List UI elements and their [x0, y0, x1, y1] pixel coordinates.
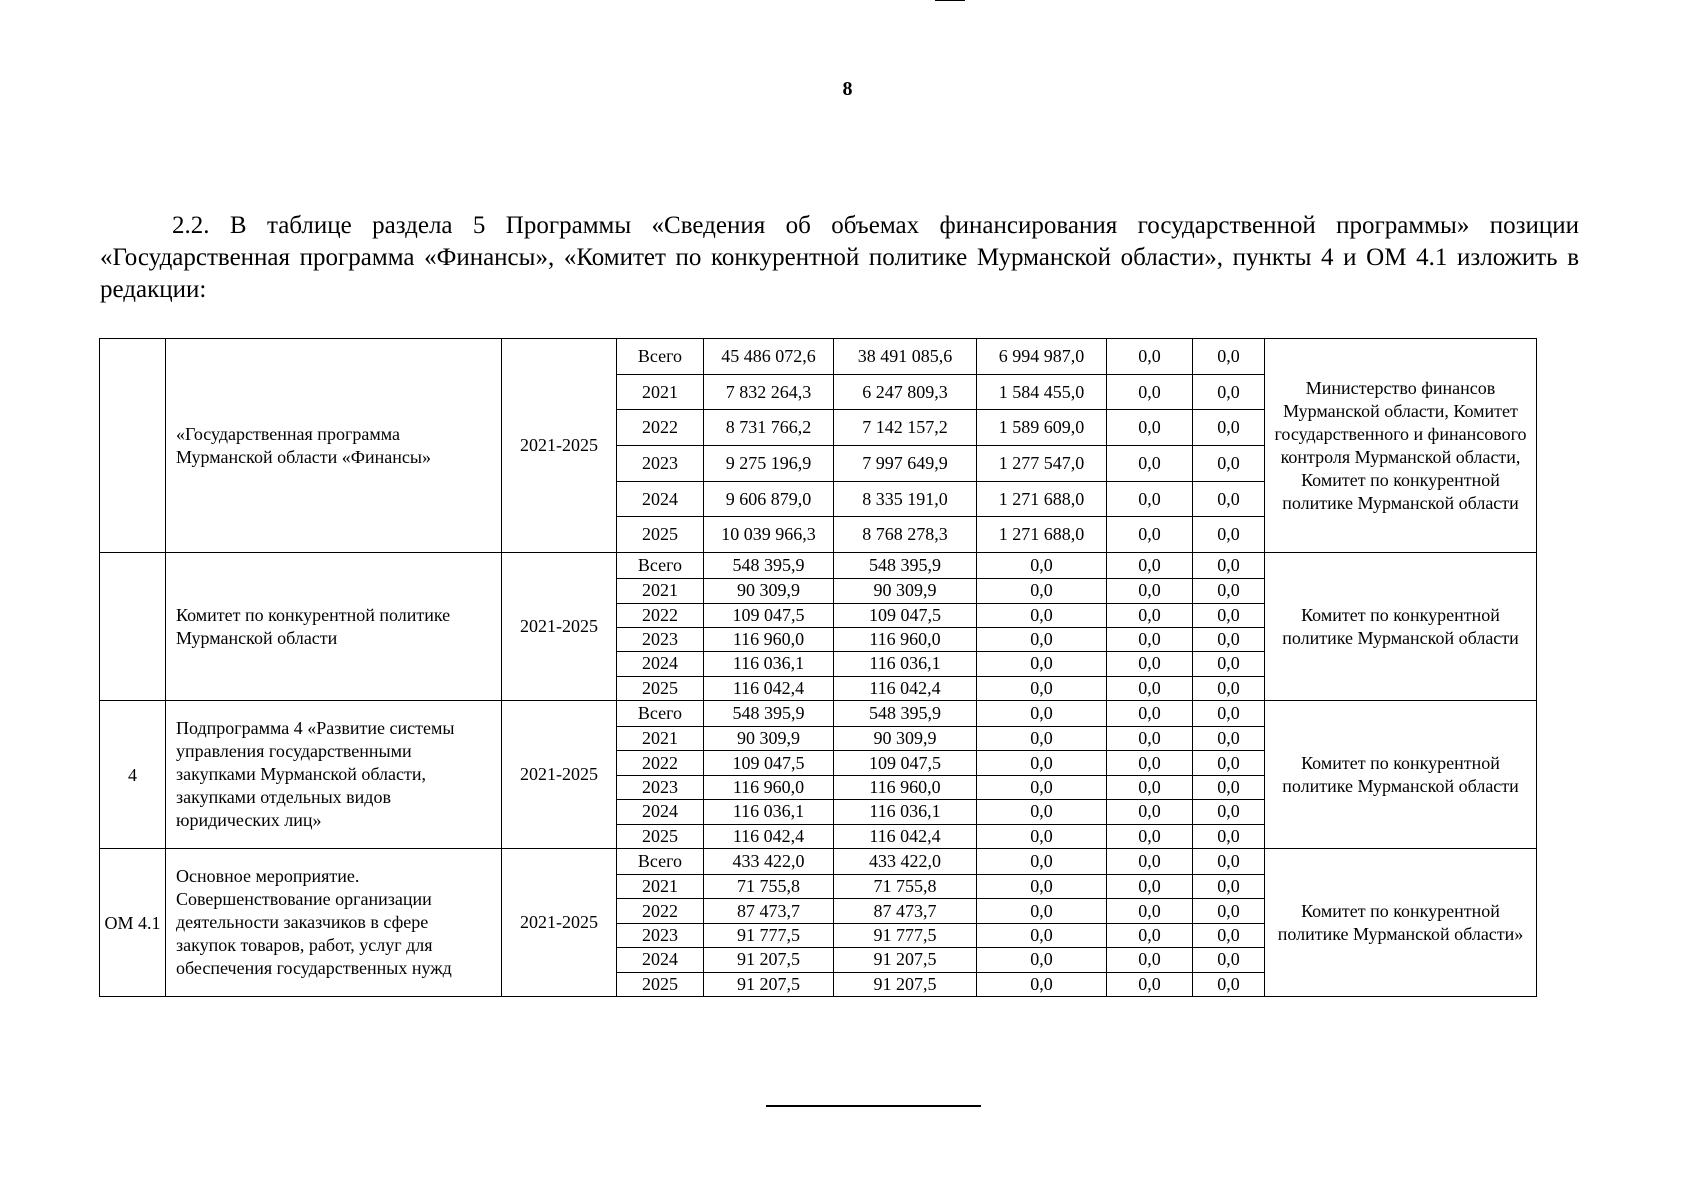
- value-cell: 433 422,0: [834, 849, 977, 875]
- value-cell: 109 047,5: [704, 603, 834, 627]
- value-cell: 116 960,0: [834, 775, 977, 799]
- value-cell: 0,0: [1107, 446, 1193, 482]
- row-period: 2021-2025: [502, 849, 617, 997]
- value-cell: 0,0: [977, 603, 1107, 627]
- year-cell: Всего: [617, 339, 704, 375]
- value-cell: 0,0: [1193, 410, 1265, 446]
- value-cell: 0,0: [1107, 481, 1193, 517]
- value-cell: 0,0: [1193, 517, 1265, 553]
- year-cell: 2022: [617, 751, 704, 775]
- value-cell: 0,0: [1107, 579, 1193, 603]
- value-cell: 548 395,9: [834, 701, 977, 727]
- table-row: [100, 701, 1537, 727]
- year-cell: 2024: [617, 481, 704, 517]
- value-cell: 0,0: [977, 775, 1107, 799]
- value-cell: 0,0: [1107, 627, 1193, 651]
- value-cell: 0,0: [1107, 339, 1193, 375]
- value-cell: 116 042,4: [834, 676, 977, 700]
- table-row: [100, 339, 1537, 375]
- value-cell: 0,0: [1193, 824, 1265, 848]
- value-cell: 548 395,9: [704, 553, 834, 579]
- table-body: [100, 339, 1537, 997]
- value-cell: 45 486 072,6: [704, 339, 834, 375]
- value-cell: 0,0: [1193, 553, 1265, 579]
- value-cell: 0,0: [977, 652, 1107, 676]
- value-cell: 0,0: [1193, 652, 1265, 676]
- value-cell: 90 309,9: [834, 727, 977, 751]
- year-cell: 2025: [617, 676, 704, 700]
- value-cell: 0,0: [1107, 517, 1193, 553]
- value-cell: 0,0: [1193, 849, 1265, 875]
- value-cell: 0,0: [1107, 727, 1193, 751]
- row-executor: Комитет по конкурентной политике Мурманской области: [1265, 553, 1537, 701]
- year-cell: 2023: [617, 923, 704, 947]
- value-cell: 116 042,4: [704, 824, 834, 848]
- value-cell: 91 207,5: [834, 948, 977, 972]
- row-index: [100, 553, 166, 701]
- value-cell: 91 207,5: [704, 948, 834, 972]
- year-cell: 2024: [617, 948, 704, 972]
- year-cell: 2022: [617, 410, 704, 446]
- value-cell: 0,0: [977, 800, 1107, 824]
- value-cell: 91 777,5: [704, 923, 834, 947]
- year-cell: 2024: [617, 800, 704, 824]
- value-cell: 0,0: [1193, 875, 1265, 899]
- value-cell: 87 473,7: [704, 899, 834, 923]
- value-cell: 0,0: [1193, 446, 1265, 482]
- value-cell: 548 395,9: [834, 553, 977, 579]
- value-cell: 0,0: [977, 627, 1107, 651]
- year-cell: 2025: [617, 824, 704, 848]
- value-cell: 10 039 966,3: [704, 517, 834, 553]
- value-cell: 0,0: [1193, 727, 1265, 751]
- value-cell: 0,0: [977, 701, 1107, 727]
- row-executor: Комитет по конкурентной политике Мурманской области: [1265, 701, 1537, 849]
- value-cell: 38 491 085,6: [834, 339, 977, 375]
- value-cell: 0,0: [1193, 775, 1265, 799]
- year-cell: Всего: [617, 849, 704, 875]
- value-cell: 91 207,5: [834, 972, 977, 996]
- value-cell: 116 960,0: [834, 627, 977, 651]
- value-cell: 116 960,0: [704, 627, 834, 651]
- value-cell: 116 960,0: [704, 775, 834, 799]
- value-cell: 0,0: [977, 972, 1107, 996]
- row-executor: Комитет по конкурентной политике Мурманской области»: [1265, 849, 1537, 997]
- page-number: 8: [842, 78, 853, 100]
- table-row: [100, 849, 1537, 875]
- value-cell: 1 271 688,0: [977, 517, 1107, 553]
- value-cell: 0,0: [1107, 676, 1193, 700]
- value-cell: 0,0: [977, 824, 1107, 848]
- value-cell: 1 277 547,0: [977, 446, 1107, 482]
- value-cell: 8 768 278,3: [834, 517, 977, 553]
- row-name: Комитет по конкурентной политике Мурманской области: [166, 553, 502, 701]
- value-cell: 0,0: [1107, 923, 1193, 947]
- value-cell: 0,0: [1107, 701, 1193, 727]
- value-cell: 109 047,5: [834, 603, 977, 627]
- value-cell: 116 036,1: [834, 652, 977, 676]
- value-cell: 0,0: [1193, 627, 1265, 651]
- year-cell: 2021: [617, 727, 704, 751]
- value-cell: 91 777,5: [834, 923, 977, 947]
- value-cell: 0,0: [1107, 899, 1193, 923]
- value-cell: 548 395,9: [704, 701, 834, 727]
- value-cell: 0,0: [977, 553, 1107, 579]
- value-cell: 0,0: [1107, 849, 1193, 875]
- value-cell: 71 755,8: [704, 875, 834, 899]
- value-cell: 0,0: [1107, 972, 1193, 996]
- value-cell: 0,0: [1193, 579, 1265, 603]
- year-cell: 2021: [617, 875, 704, 899]
- value-cell: 6 994 987,0: [977, 339, 1107, 375]
- value-cell: 0,0: [1107, 751, 1193, 775]
- value-cell: 0,0: [977, 875, 1107, 899]
- value-cell: 8 335 191,0: [834, 481, 977, 517]
- value-cell: 7 142 157,2: [834, 410, 977, 446]
- value-cell: 0,0: [1107, 875, 1193, 899]
- value-cell: 6 247 809,3: [834, 374, 977, 410]
- value-cell: 0,0: [1193, 339, 1265, 375]
- year-cell: 2021: [617, 579, 704, 603]
- value-cell: 87 473,7: [834, 899, 977, 923]
- row-period: 2021-2025: [502, 701, 617, 849]
- value-cell: 0,0: [1107, 603, 1193, 627]
- row-index: ОМ 4.1: [100, 849, 166, 997]
- row-index: [100, 339, 166, 553]
- row-period: 2021-2025: [502, 339, 617, 553]
- value-cell: 0,0: [977, 727, 1107, 751]
- value-cell: 0,0: [1193, 603, 1265, 627]
- value-cell: 0,0: [1107, 374, 1193, 410]
- row-period: 2021-2025: [502, 553, 617, 701]
- value-cell: 0,0: [977, 849, 1107, 875]
- value-cell: 0,0: [977, 676, 1107, 700]
- value-cell: 0,0: [1193, 899, 1265, 923]
- value-cell: 0,0: [1193, 972, 1265, 996]
- year-cell: 2025: [617, 517, 704, 553]
- value-cell: 8 731 766,2: [704, 410, 834, 446]
- value-cell: 1 584 455,0: [977, 374, 1107, 410]
- value-cell: 0,0: [1107, 948, 1193, 972]
- value-cell: 71 755,8: [834, 875, 977, 899]
- value-cell: 0,0: [1193, 701, 1265, 727]
- value-cell: 0,0: [1193, 676, 1265, 700]
- year-cell: 2024: [617, 652, 704, 676]
- value-cell: 116 042,4: [704, 676, 834, 700]
- value-cell: 90 309,9: [834, 579, 977, 603]
- value-cell: 0,0: [1107, 775, 1193, 799]
- value-cell: 1 271 688,0: [977, 481, 1107, 517]
- value-cell: 0,0: [1107, 410, 1193, 446]
- financing-table: [99, 338, 1537, 997]
- value-cell: 109 047,5: [834, 751, 977, 775]
- value-cell: 7 997 649,9: [834, 446, 977, 482]
- value-cell: 0,0: [1107, 800, 1193, 824]
- value-cell: 0,0: [1107, 553, 1193, 579]
- value-cell: 9 606 879,0: [704, 481, 834, 517]
- year-cell: 2023: [617, 775, 704, 799]
- value-cell: 0,0: [1107, 652, 1193, 676]
- value-cell: 0,0: [1107, 824, 1193, 848]
- row-name: «Государственная программа Мурманской области «Финансы»: [166, 339, 502, 553]
- year-cell: 2023: [617, 446, 704, 482]
- value-cell: 0,0: [977, 751, 1107, 775]
- value-cell: 0,0: [1193, 751, 1265, 775]
- value-cell: 0,0: [977, 923, 1107, 947]
- bottom-rule: [766, 1105, 981, 1107]
- row-index: 4: [100, 701, 166, 849]
- value-cell: 9 275 196,9: [704, 446, 834, 482]
- value-cell: 433 422,0: [704, 849, 834, 875]
- year-cell: 2022: [617, 603, 704, 627]
- value-cell: 116 036,1: [704, 652, 834, 676]
- row-name: Подпрограмма 4 «Развитие системы управления государственными закупками Мурманской области, закупками отдельных видов юридических лиц»: [166, 701, 502, 849]
- intro-paragraph: 2.2. В таблице раздела 5 Программы «Сведения об объемах финансирования государственной программы» позиции «Государственная программа «Финансы», «Комитет по конкурентной политике Мурманской области», пункты 4 и ОМ 4.1 изложить в редакции:: [100, 212, 1579, 303]
- value-cell: 109 047,5: [704, 751, 834, 775]
- value-cell: 116 042,4: [834, 824, 977, 848]
- year-cell: Всего: [617, 553, 704, 579]
- year-cell: 2022: [617, 899, 704, 923]
- value-cell: 90 309,9: [704, 727, 834, 751]
- value-cell: 116 036,1: [704, 800, 834, 824]
- row-name: Основное мероприятие. Совершенствование организации деятельности заказчиков в сфере закупок товаров, работ, услуг для обеспечения государственных нужд: [166, 849, 502, 997]
- value-cell: 0,0: [1193, 800, 1265, 824]
- value-cell: 0,0: [1193, 923, 1265, 947]
- year-cell: 2025: [617, 972, 704, 996]
- value-cell: 0,0: [1193, 374, 1265, 410]
- value-cell: 0,0: [977, 899, 1107, 923]
- value-cell: 0,0: [977, 579, 1107, 603]
- value-cell: 90 309,9: [704, 579, 834, 603]
- row-executor: Министерство финансов Мурманской области, Комитет государственного и финансового контроля Мурманской области, Комитет по конкурентной политике Мурманской области: [1265, 339, 1537, 553]
- value-cell: 91 207,5: [704, 972, 834, 996]
- table-row: [100, 553, 1537, 579]
- value-cell: 0,0: [1193, 948, 1265, 972]
- value-cell: 116 036,1: [834, 800, 977, 824]
- value-cell: 1 589 609,0: [977, 410, 1107, 446]
- value-cell: 7 832 264,3: [704, 374, 834, 410]
- year-cell: 2023: [617, 627, 704, 651]
- year-cell: 2021: [617, 374, 704, 410]
- top-dash: [935, 0, 965, 1]
- value-cell: 0,0: [1193, 481, 1265, 517]
- year-cell: Всего: [617, 701, 704, 727]
- value-cell: 0,0: [977, 948, 1107, 972]
